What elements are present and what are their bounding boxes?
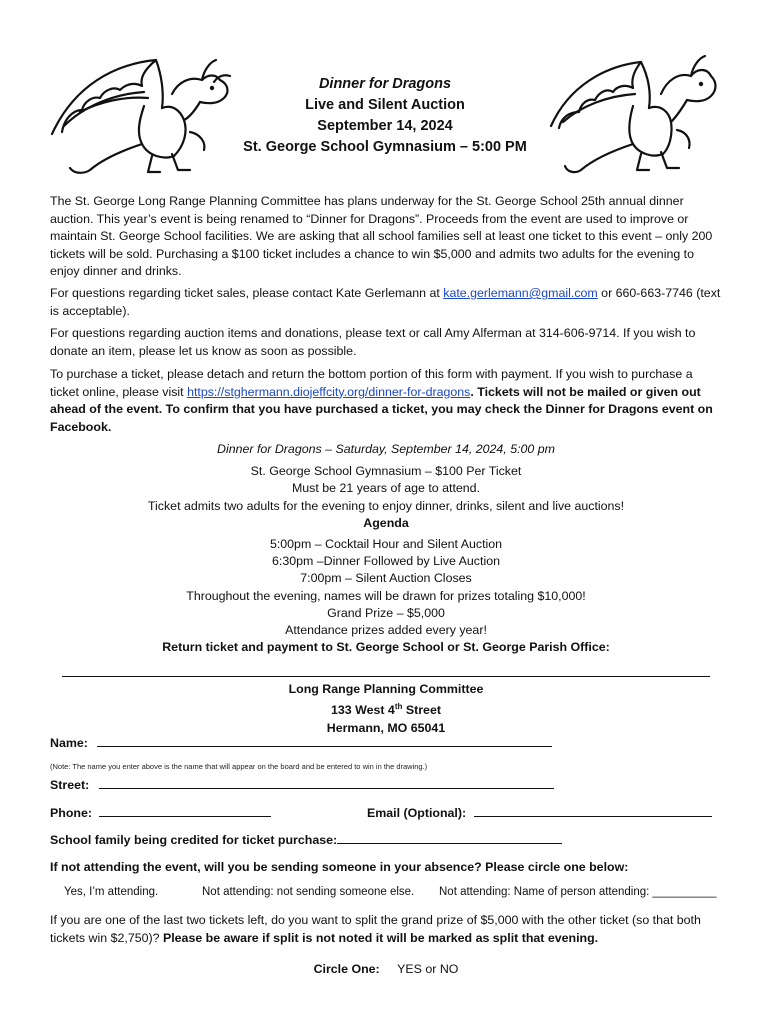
name-note: (Note: The name you enter above is the name that will appear on the board and be entered to win in the drawing.) bbox=[50, 762, 428, 771]
event-location: St. George School Gymnasium – 5:00 PM bbox=[243, 139, 527, 155]
agenda-item: Grand Prize – $5,000 bbox=[327, 605, 445, 620]
name-row bbox=[50, 735, 552, 750]
circle-options[interactable]: YES or NO bbox=[397, 962, 459, 976]
option-not-sending[interactable]: Not attending: not sending someone else. bbox=[202, 886, 415, 898]
split-warning: Please be aware if split is not noted it will be marked as split that evening. bbox=[162, 930, 599, 945]
ticket-contact-text: For questions regarding ticket sales, please contact Kate Gerlemann at bbox=[50, 286, 444, 300]
dragon-illustration-right bbox=[545, 46, 720, 181]
name-field[interactable] bbox=[97, 735, 552, 747]
phone-label: Phone: bbox=[50, 806, 92, 820]
event-detail-line: Must be 21 years of age to attend. bbox=[291, 481, 481, 496]
address-name: Long Range Planning Committee bbox=[288, 682, 484, 696]
event-title-block bbox=[230, 74, 540, 158]
address-city: Hermann, MO 65041 bbox=[326, 720, 446, 735]
purchase-online-link[interactable]: https://stghermann.diojeffcity.org/dinner-for-dragons bbox=[187, 384, 471, 399]
attending-question: If not attending the event, will you be sending someone in your absence? Please circle one below: bbox=[50, 860, 629, 874]
return-instructions: Return ticket and payment to St. George School or St. George Parish Office: bbox=[162, 640, 610, 655]
option-attending[interactable]: Yes, I’m attending. bbox=[64, 886, 159, 898]
detach-line bbox=[62, 676, 710, 677]
address-street: 133 West 4th Street bbox=[331, 702, 441, 718]
event-title: Dinner for Dragons bbox=[318, 76, 452, 92]
purchase-text: To purchase a ticket, please detach and return the bottom portion of this form with payment. If you wish to purchase a ticket online, please visit bbox=[50, 367, 693, 399]
event-date: September 14, 2024 bbox=[317, 118, 453, 134]
mailing-address bbox=[50, 681, 722, 737]
purchase-paragraph bbox=[50, 366, 722, 436]
agenda-item: Attendance prizes added every year! bbox=[285, 623, 487, 638]
intro-text: The St. George Long Range Planning Committee has plans underway for the St. George School 25th annual dinner auction. This year’s event is being renamed to “Dinner for Dragons”. Proceeds from the event are used to improve or maintain St. George School facilities. We are asking that all school families sell at least one ticket to this event – only 200 tickets will be sold. Purchasing a $100 ticket includes a chance to win $5,000 and admits two adults for the evening to enjoy dinner and drinks. bbox=[50, 194, 713, 278]
event-headline: Dinner for Dragons – Saturday, September 14, 2024, 5:00 pm bbox=[217, 442, 555, 456]
phone-row bbox=[50, 805, 271, 820]
contact-email-link[interactable]: kate.gerlemann@gmail.com bbox=[443, 286, 598, 300]
event-detail-line: Ticket admits two adults for the evening to enjoy dinner, drinks, silent and live auctions! bbox=[147, 498, 625, 513]
purchase-notice: . Tickets will not be mailed or given out ahead of the event. To confirm that you have purchased a ticket, you may check the Dinner for Dragons event on Facebook. bbox=[50, 384, 713, 434]
agenda-item: Throughout the evening, names will be drawn for prizes totaling $10,000! bbox=[186, 588, 586, 603]
ticket-contact-phone: or 660-663-7746 (text is acceptable). bbox=[50, 286, 721, 318]
agenda-item: 5:00pm – Cocktail Hour and Silent Auction bbox=[269, 537, 503, 552]
phone-field[interactable] bbox=[99, 805, 271, 817]
ticket-contact-paragraph bbox=[50, 285, 722, 320]
agenda-item: 7:00pm – Silent Auction Closes bbox=[300, 571, 472, 586]
event-subtitle: Live and Silent Auction bbox=[305, 97, 465, 113]
option-sending-person[interactable]: Not attending: Name of person attending: __________ bbox=[439, 886, 717, 898]
circle-one-row bbox=[50, 961, 722, 978]
event-details bbox=[50, 441, 722, 656]
split-paragraph bbox=[50, 912, 722, 947]
intro-paragraph bbox=[50, 193, 722, 281]
auction-contact-paragraph bbox=[50, 325, 722, 360]
family-field[interactable] bbox=[337, 832, 562, 844]
email-label: Email (Optional): bbox=[367, 806, 467, 820]
family-row bbox=[50, 832, 562, 847]
agenda-title: Agenda bbox=[363, 515, 409, 530]
email-row bbox=[367, 805, 712, 820]
dragon-illustration-left bbox=[44, 46, 239, 181]
street-row bbox=[50, 777, 554, 792]
circle-label: Circle One: bbox=[313, 962, 380, 976]
agenda-item: 6:30pm –Dinner Followed by Live Auction bbox=[272, 554, 500, 569]
auction-contact-text: For questions regarding auction items and donations, please text or call Amy Alferman at 314-606-9714. If you wish to donate an item, please let us know as soon as possible. bbox=[50, 326, 696, 358]
family-label: School family being credited for ticket purchase: bbox=[50, 833, 338, 847]
split-text: If you are one of the last two tickets left, do you want to split the grand prize of $5,000 with the other ticket (so that both tickets win $2,750)? bbox=[50, 913, 701, 945]
email-field[interactable] bbox=[474, 805, 712, 817]
street-label: Street: bbox=[50, 778, 90, 792]
name-label: Name: bbox=[50, 736, 88, 750]
street-field[interactable] bbox=[99, 777, 554, 789]
event-detail-line: St. George School Gymnasium – $100 Per Ticket bbox=[250, 464, 522, 479]
